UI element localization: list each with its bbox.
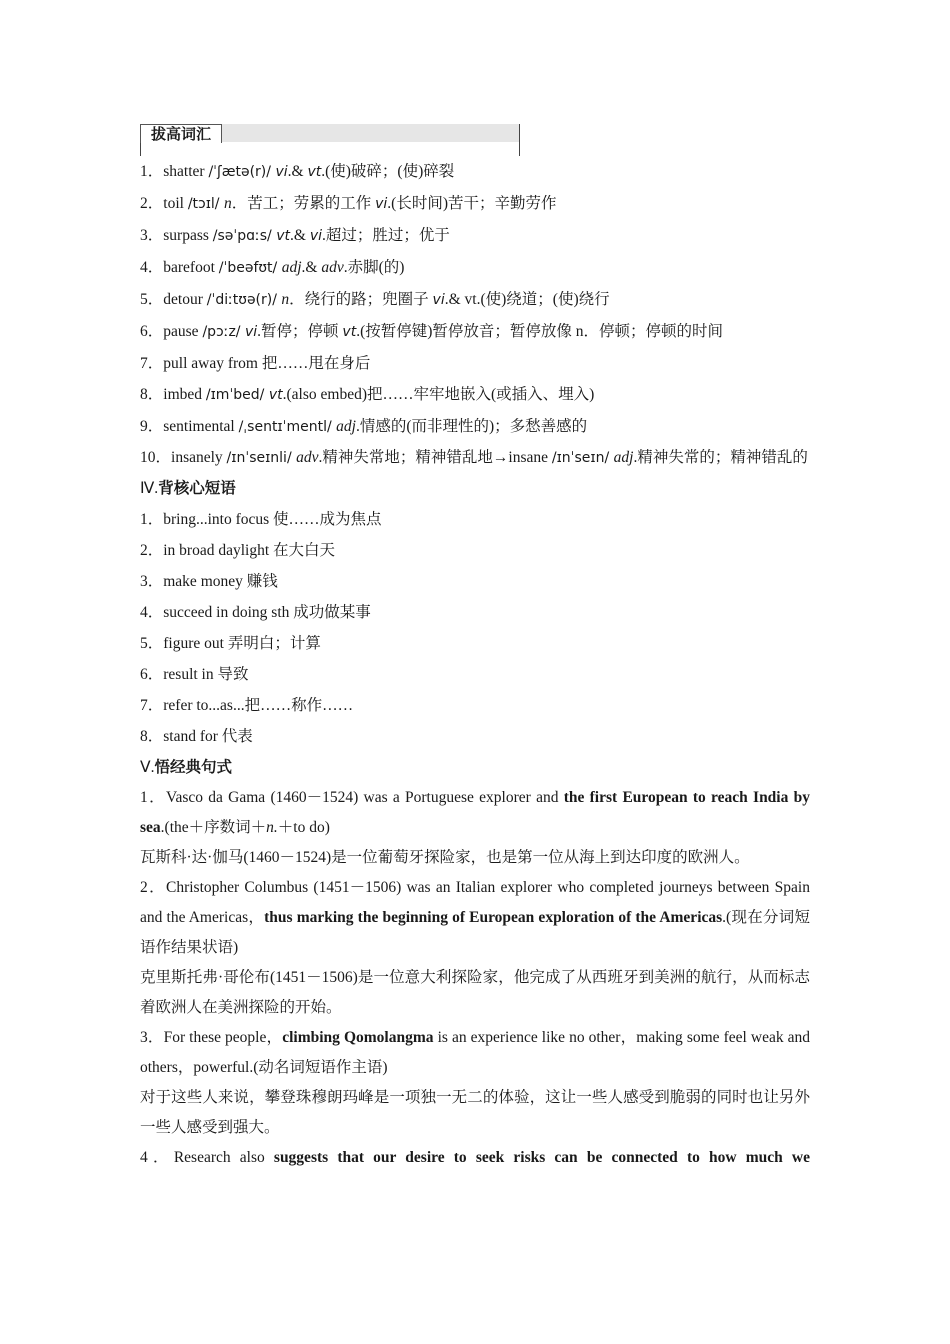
vocab-item: 3．surpass /səˈpɑːs/ vt.& vi.超过；胜过；优于: [140, 227, 450, 244]
vocab-item: 2．toil /tɔɪl/ n．苦工；劳累的工作 vi.(长时间)苦干；辛勤劳作: [140, 195, 557, 212]
vocab-item: 9．sentimental /ˌsentɪˈmentl/ adj.情感的(而非理性的)；多愁善感的: [140, 418, 588, 435]
vocab-item: 1．shatter /ˈʃætə(r)/ vi.& vt.(使)破碎；(使)碎裂: [140, 163, 455, 180]
vocab-item: 5．detour /ˈdiːtʊə(r)/ n．绕行的路；兜圈子 vi.& vt.(使)绕道；(使)绕行: [140, 291, 610, 308]
phrases-heading: Ⅳ.背核心短语: [140, 479, 236, 497]
phrase-item: 1．bring...into focus 使……成为焦点: [140, 511, 382, 528]
sentence-en: 3．For these people，climbing Qomolangma is an experience like no other，making some feel weak and others，powerful.(动名词短语作主语): [140, 1029, 810, 1076]
phrase-item: 4．succeed in doing sth 成功做某事: [140, 604, 371, 621]
section-tab: [140, 124, 520, 156]
phrase-item: 2．in broad daylight 在大白天: [140, 542, 336, 559]
vocab-item: 4．barefoot /ˈbeəfʊt/ adj.& adv.赤脚(的): [140, 259, 405, 276]
phrase-item: 8．stand for 代表: [140, 728, 253, 745]
sentences-list: [140, 783, 810, 1173]
vocab-item: 8．imbed /ɪmˈbed/ vt.(also embed)把……牢牢地嵌入(或插入、埋入): [140, 386, 595, 403]
sentence-en: 2．Christopher Columbus (1451－1506) was an Italian explorer who completed journeys between Spain and the Americas，thus marking the beginning of European exploration of the Americas.(现在分词短语作结果状语): [140, 879, 810, 956]
vocab-item: 7．pull away from 把……甩在身后: [140, 355, 371, 372]
content: [140, 124, 810, 1173]
sentence-cn: 瓦斯科·达·伽马(1460－1524)是一位葡萄牙探险家，也是第一位从海上到达印度的欧洲人。: [140, 849, 750, 866]
phrase-item: 7．refer to...as...把……称作……: [140, 697, 354, 714]
section-tab-title: 拔高词汇: [140, 124, 222, 143]
phrase-item: 6．result in 导致: [140, 666, 249, 683]
vocab-list: [140, 156, 810, 473]
sentence-cn: 克里斯托弗·哥伦布(1451－1506)是一位意大利探险家，他完成了从西班牙到美洲的航行，从而标志着欧洲人在美洲探险的开始。: [140, 969, 810, 1016]
vocab-item: 6．pause /pɔːz/ vi.暂停；停顿 vt.(按暂停键)暂停放音；暂停放像 n．停顿；停顿的时间: [140, 323, 724, 340]
phrases-list: [140, 504, 810, 752]
phrase-item: 3．make money 赚钱: [140, 573, 278, 590]
phrase-item: 5．figure out 弄明白；计算: [140, 635, 321, 652]
sentence-en: 1．Vasco da Gama (1460－1524) was a Portuguese explorer and the first European to reach India by sea.(the＋序数词＋n.＋to do): [140, 789, 810, 836]
sentence-en: 4．Research also suggests that our desire to seek risks can be connected to how much we: [140, 1149, 810, 1166]
section-tab-right-rule: [519, 124, 520, 156]
sentences-heading: Ⅴ.悟经典句式: [140, 758, 232, 776]
sentence-cn: 对于这些人来说，攀登珠穆朗玛峰是一项独一无二的体验，这让一些人感受到脆弱的同时也让另外一些人感受到强大。: [140, 1089, 810, 1136]
vocab-item: 10．insanely /ɪnˈseɪnli/ adv.精神失常地；精神错乱地→insane /ɪnˈseɪn/ adj.精神失常的；精神错乱的: [140, 449, 808, 466]
